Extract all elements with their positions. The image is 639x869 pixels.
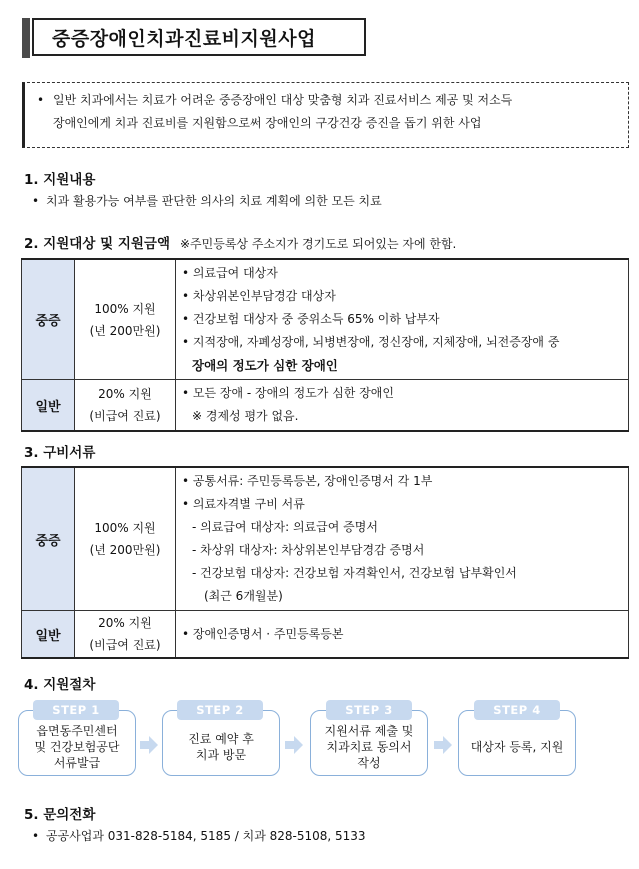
amount-line-2: (년 200만원)	[89, 323, 161, 338]
step-4-text: 대상자 등록, 지원	[470, 740, 564, 754]
row-amount	[75, 259, 176, 380]
step-3-tag: STEP 3	[326, 700, 412, 720]
amount-line-1: 20% 지원	[98, 387, 152, 401]
desc-line: • 의료자격별 구비 서류	[182, 497, 305, 511]
row-description	[176, 611, 629, 659]
step-2-tag: STEP 2	[177, 700, 263, 720]
desc-line: • 건강보험 대상자 중 중위소득 65% 이하 납부자	[182, 312, 440, 326]
intro-line-1	[37, 89, 618, 112]
row-description	[176, 467, 629, 611]
amount-line-2: (년 200만원)	[89, 543, 161, 557]
section-3-heading: 3. 구비서류	[24, 445, 96, 461]
arrow-right-icon	[434, 736, 452, 754]
row-type: 중증	[22, 259, 75, 380]
arrow-right-icon	[140, 736, 158, 754]
row-amount	[75, 467, 176, 611]
row-type: 중증	[22, 467, 75, 611]
desc-line: • 의료급여 대상자	[182, 266, 278, 280]
section-2-heading	[24, 232, 456, 252]
documents-table	[21, 466, 629, 659]
bullet-icon: •	[37, 93, 45, 107]
row-description	[176, 380, 629, 432]
desc-line: - 건강보험 대상자: 건강보험 자격확인서, 건강보험 납부확인서	[192, 566, 517, 580]
row-amount	[75, 611, 176, 659]
bullet-icon: •	[32, 829, 40, 843]
amount-line-1: 100% 지원	[94, 301, 156, 316]
step-4-tag: STEP 4	[474, 700, 560, 720]
amount-line-2: (비급여 진료)	[89, 409, 161, 423]
desc-line: • 모든 장애 - 장애의 정도가 심한 장애인	[182, 386, 394, 400]
desc-line: - 차상위 대상자: 차상위본인부담경감 증명서	[192, 543, 425, 557]
step-3-text: 지원서류 제출 및 치과치료 동의서 작성	[324, 724, 414, 770]
desc-line: • 차상위본인부담경감 대상자	[182, 289, 336, 303]
contact-text: 공공사업과 031-828-5184, 5185 / 치과 828-5108, 5133	[46, 829, 366, 843]
section-2-title: 2. 지원대상 및 지원금액	[24, 236, 170, 252]
section-1-item	[32, 192, 382, 209]
step-2-text: 진료 예약 후 치과 방문	[188, 732, 254, 762]
step-1-text: 읍면동주민센터 및 건강보험공단 서류발급	[34, 724, 120, 770]
desc-line: • 지적장애, 자폐성장애, 뇌병변장애, 정신장애, 지체장애, 뇌전증장애 중	[182, 335, 560, 349]
section-5-item	[32, 827, 366, 844]
desc-line: • 공통서류: 주민등록등본, 장애인증명서 각 1부	[182, 474, 433, 488]
intro-line-2: 장애인에게 치과 진료비를 지원함으로써 장애인의 구강건강 증진을 돕기 위한 사업	[53, 116, 482, 130]
intro-text-1: 일반 치과에서는 치료가 어려운 중증장애인 대상 맞춤형 치과 진료서비스 제공 및 저소득	[53, 93, 513, 107]
section-2-note: ※주민등록상 주소지가 경기도로 되어있는 자에 한함.	[180, 237, 457, 251]
row-amount	[75, 380, 176, 432]
title-accent-bar	[22, 18, 30, 58]
intro-box	[22, 82, 629, 148]
bullet-icon: •	[32, 194, 40, 208]
amount-line-2: (비급여 진료)	[89, 638, 161, 652]
page-title: 중증장애인치과진료비지원사업	[32, 18, 366, 56]
desc-line: (최근 6개월분)	[204, 589, 283, 603]
table-row	[22, 467, 629, 611]
desc-line: - 의료급여 대상자: 의료급여 증명서	[192, 520, 378, 534]
table-row	[22, 259, 629, 380]
desc-line: • 장애인증명서 · 주민등록등본	[182, 626, 344, 641]
section-5-heading: 5. 문의전화	[24, 807, 96, 823]
section-1-item-text: 치과 활용가능 여부를 판단한 의사의 치료 계획에 의한 모든 치료	[46, 194, 382, 208]
row-description	[176, 259, 629, 380]
desc-line: ※ 경제성 평가 없음.	[192, 409, 299, 423]
table-row	[22, 611, 629, 659]
desc-line-emphasis: 장애의 정도가 심한 장애인	[192, 358, 338, 373]
step-1-tag: STEP 1	[33, 700, 119, 720]
support-table	[21, 258, 629, 432]
amount-line-1: 100% 지원	[94, 521, 156, 535]
section-4-heading: 4. 지원절차	[24, 677, 96, 693]
row-type: 일반	[22, 611, 75, 659]
amount-line-1: 20% 지원	[98, 616, 152, 630]
table-row	[22, 380, 629, 432]
section-1-heading: 1. 지원내용	[24, 172, 96, 188]
arrow-right-icon	[285, 736, 303, 754]
row-type: 일반	[22, 380, 75, 432]
